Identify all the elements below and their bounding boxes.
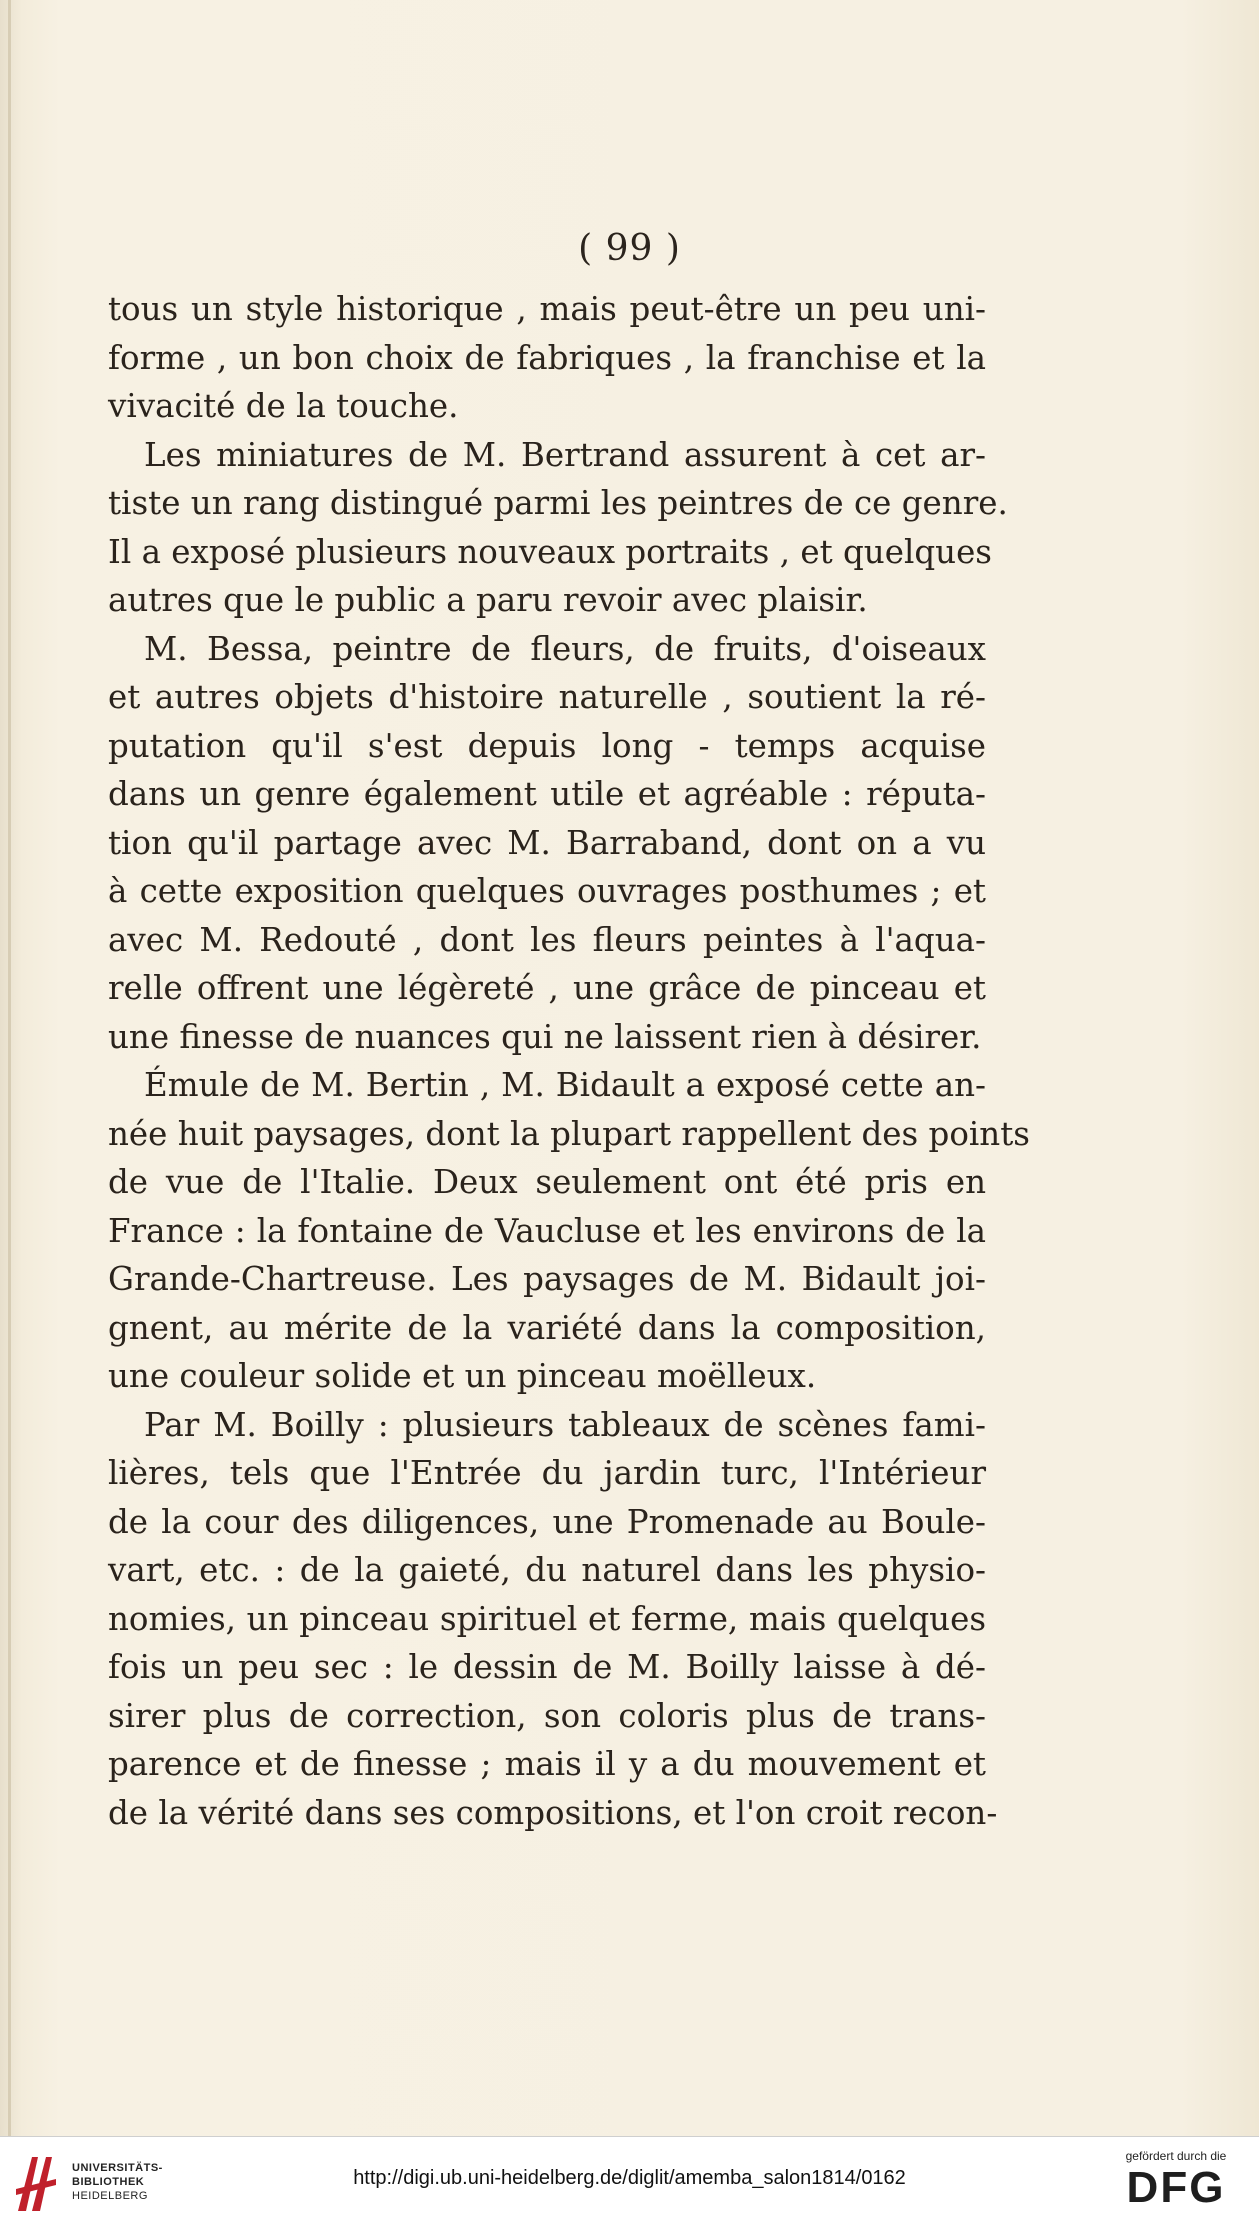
text-line: gnent, au mérite de la variété dans la composition, [108,1308,986,1347]
text-line: avec M. Redouté , dont les fleurs peintes à l'aqua- [108,920,986,959]
text-line: tous un style historique , mais peut-être un peu uni- [108,290,986,328]
text-line: née huit paysages, dont la plupart rappellent des points [108,1114,1030,1153]
text-line: de vue de l'Italie. Deux seulement ont été pris en [108,1163,986,1201]
text-line: de la vérité dans ses compositions, et l'on croit recon- [108,1793,998,1832]
funder-block [1111,2149,1241,2213]
body-text [108,285,1030,1837]
text-line: lières, tels que l'Entrée du jardin turc, l'Intérieur [108,1454,986,1492]
text-line: une finesse de nuances qui ne laissent rien à désirer. [108,1017,982,1056]
funder-caption: gefördert durch die [1125,2149,1227,2163]
text-line: sirer plus de correction, son coloris plus de trans- [108,1696,986,1735]
footer-bar [0,2136,1259,2229]
text-line: forme , un bon choix de fabriques , la franchise et la [108,338,986,377]
text-line: dans un genre également utile et agréable : réputa- [108,775,986,813]
text-line: nomies, un pinceau spirituel et ferme, mais quelques [108,1599,986,1638]
text-line: à cette exposition quelques ouvrages posthumes ; et [108,872,986,910]
text-line: putation qu'il s'est depuis long - temps acquise [108,726,986,765]
text-line: vart, etc. : de la gaieté, du naturel dans les physio- [108,1551,986,1589]
text-line: parence et de finesse ; mais il y a du mouvement et [108,1745,986,1783]
text-line: France : la fontaine de Vaucluse et les environs de la [108,1211,986,1250]
text-line: de la cour des diligences, une Promenade au Boule- [108,1502,986,1541]
text-line: relle offrent une légèreté , une grâce de pinceau et [108,969,986,1007]
text-line: une couleur solide et un pinceau moëlleux. [108,1357,817,1395]
page-edge [8,0,11,2136]
text-line: tion qu'il partage avec M. Barraband, dont on a vu [108,823,986,862]
page-number: ( 99 ) [578,228,681,269]
library-name-line-2: BIBLIOTHEK [72,2176,145,2188]
text-line: vivacité de la touche. [108,387,459,425]
text-line: Par M. Boilly : plusieurs tableaux de scènes fami- [144,1405,986,1444]
text-line: Il a exposé plusieurs nouveaux portraits , et quelques [108,532,992,571]
text-line: Émule de M. Bertin , M. Bidault a exposé cette an- [144,1066,986,1104]
text-line: Grande-Chartreuse. Les paysages de M. Bidault joi- [108,1260,986,1298]
text-line: tiste un rang distingué parmi les peintres de ce genre. [108,484,1008,522]
text-line: fois un peu sec : le dessin de M. Boilly laisse à dé- [108,1648,986,1686]
text-line: Les miniatures de M. Bertrand assurent à cet ar- [144,435,986,474]
text-line: M. Bessa, peintre de fleurs, de fruits, d'oiseaux [144,629,986,668]
text-line: autres que le public a paru revoir avec plaisir. [108,581,868,619]
dfg-logo: DFG [1126,2163,1226,2212]
text-line: et autres objets d'histoire naturelle , soutient la ré- [108,678,986,716]
library-name-line-1: UNIVERSITÄTS- [72,2162,163,2174]
library-name-line-3: HEIDELBERG [72,2190,148,2202]
source-url-link[interactable]: http://digi.ub.uni-heidelberg.de/diglit/amemba_salon1814/0162 [353,2167,906,2189]
